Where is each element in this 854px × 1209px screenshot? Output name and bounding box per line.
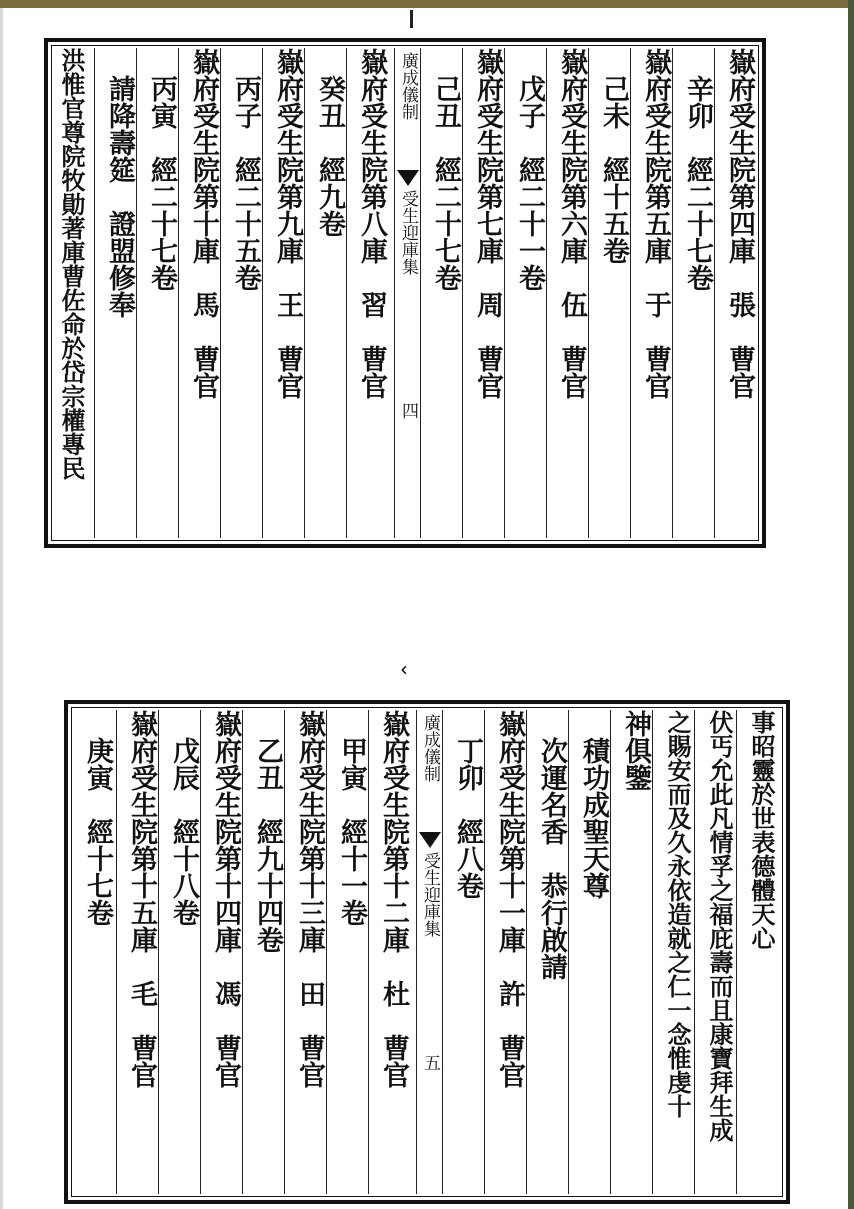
text-column: 丙寅 經二十七卷 bbox=[146, 48, 177, 291]
text-column: 己未 經十五卷 bbox=[598, 48, 629, 264]
text-column: 甲寅 經十一卷 bbox=[336, 710, 367, 926]
text-column: 己丑 經二十七卷 bbox=[430, 48, 461, 291]
text-column: 伏丐允此凡情孚之福庇壽而且康寶拜生成 bbox=[705, 710, 734, 1142]
top-border-bar bbox=[0, 0, 854, 8]
text-column: 戊子 經二十一卷 bbox=[514, 48, 545, 291]
text-column: 戊辰 經十八卷 bbox=[168, 710, 199, 926]
text-column: 嶽府受生院第六庫 伍 曹官 bbox=[556, 48, 587, 399]
spine-rule bbox=[416, 710, 417, 1194]
spine-rule bbox=[420, 48, 421, 538]
spine-folio: 四 bbox=[398, 402, 418, 419]
text-column: 庚寅 經十七卷 bbox=[82, 710, 113, 926]
fish-tail-mark bbox=[397, 170, 419, 186]
spine-section-title: 受生迎庫集 bbox=[398, 190, 418, 275]
text-column: 請降壽筵 證盟修奉 bbox=[104, 48, 135, 318]
text-column: 洪惟官尊院牧勛著庫曹佐命於岱宗權專民 bbox=[57, 48, 86, 480]
text-column: 次運名香 恭行啟請 bbox=[536, 710, 567, 980]
text-column: 嶽府受生院第九庫 王 曹官 bbox=[272, 48, 303, 399]
gutter-mark bbox=[410, 10, 413, 28]
text-column: 嶽府受生院第七庫 周 曹官 bbox=[472, 48, 503, 399]
text-column: 嶽府受生院第十三庫 田 曹官 bbox=[294, 710, 325, 1088]
text-column: 嶽府受生院第十一庫 許 曹官 bbox=[494, 710, 525, 1088]
fish-tail-mark bbox=[419, 832, 441, 848]
text-column: 辛卯 經二十七卷 bbox=[682, 48, 713, 291]
column-rule bbox=[94, 48, 95, 538]
spine-rule bbox=[442, 710, 443, 1194]
text-column: 嶽府受生院第八庫 習 曹官 bbox=[356, 48, 387, 399]
text-column: 丙子 經二十五卷 bbox=[230, 48, 261, 291]
text-column: 事昭靈於世表德體天心 bbox=[747, 710, 776, 950]
text-column: 丁卯 經八卷 bbox=[452, 710, 483, 899]
text-column: 嶽府受生院第四庫 張 曹官 bbox=[724, 48, 755, 399]
text-column: 嶽府受生院第十四庫 馮 曹官 bbox=[210, 710, 241, 1088]
text-column: 之賜安而及久永依造就之仁一念惟虔十 bbox=[663, 710, 692, 1118]
spine-rule bbox=[394, 48, 395, 538]
fold-mark: ⌄ bbox=[396, 661, 421, 679]
text-column: 嶽府受生院第五庫 于 曹官 bbox=[640, 48, 671, 399]
right-page-edge bbox=[848, 0, 854, 1209]
text-column: 乙丑 經九十四卷 bbox=[252, 710, 283, 953]
text-column: 嶽府受生院第十二庫 杜 曹官 bbox=[378, 710, 409, 1088]
text-column: 積功成聖天尊 bbox=[578, 710, 609, 899]
spine-book-title: 廣成儀制 bbox=[420, 714, 440, 782]
text-column: 嶽府受生院第十庫 馬 曹官 bbox=[188, 48, 219, 399]
left-page-edge bbox=[0, 8, 3, 1209]
page-bottom bbox=[64, 700, 790, 1204]
text-column: 癸丑 經九卷 bbox=[314, 48, 345, 237]
spine-folio: 五 bbox=[420, 1054, 440, 1071]
spine-section-title: 受生迎庫集 bbox=[420, 852, 440, 937]
page-top bbox=[44, 38, 766, 548]
text-column: 神俱鑒 bbox=[620, 710, 651, 791]
text-column: 嶽府受生院第十五庫 毛 曹官 bbox=[126, 710, 157, 1088]
spine-book-title: 廣成儀制 bbox=[398, 52, 418, 120]
